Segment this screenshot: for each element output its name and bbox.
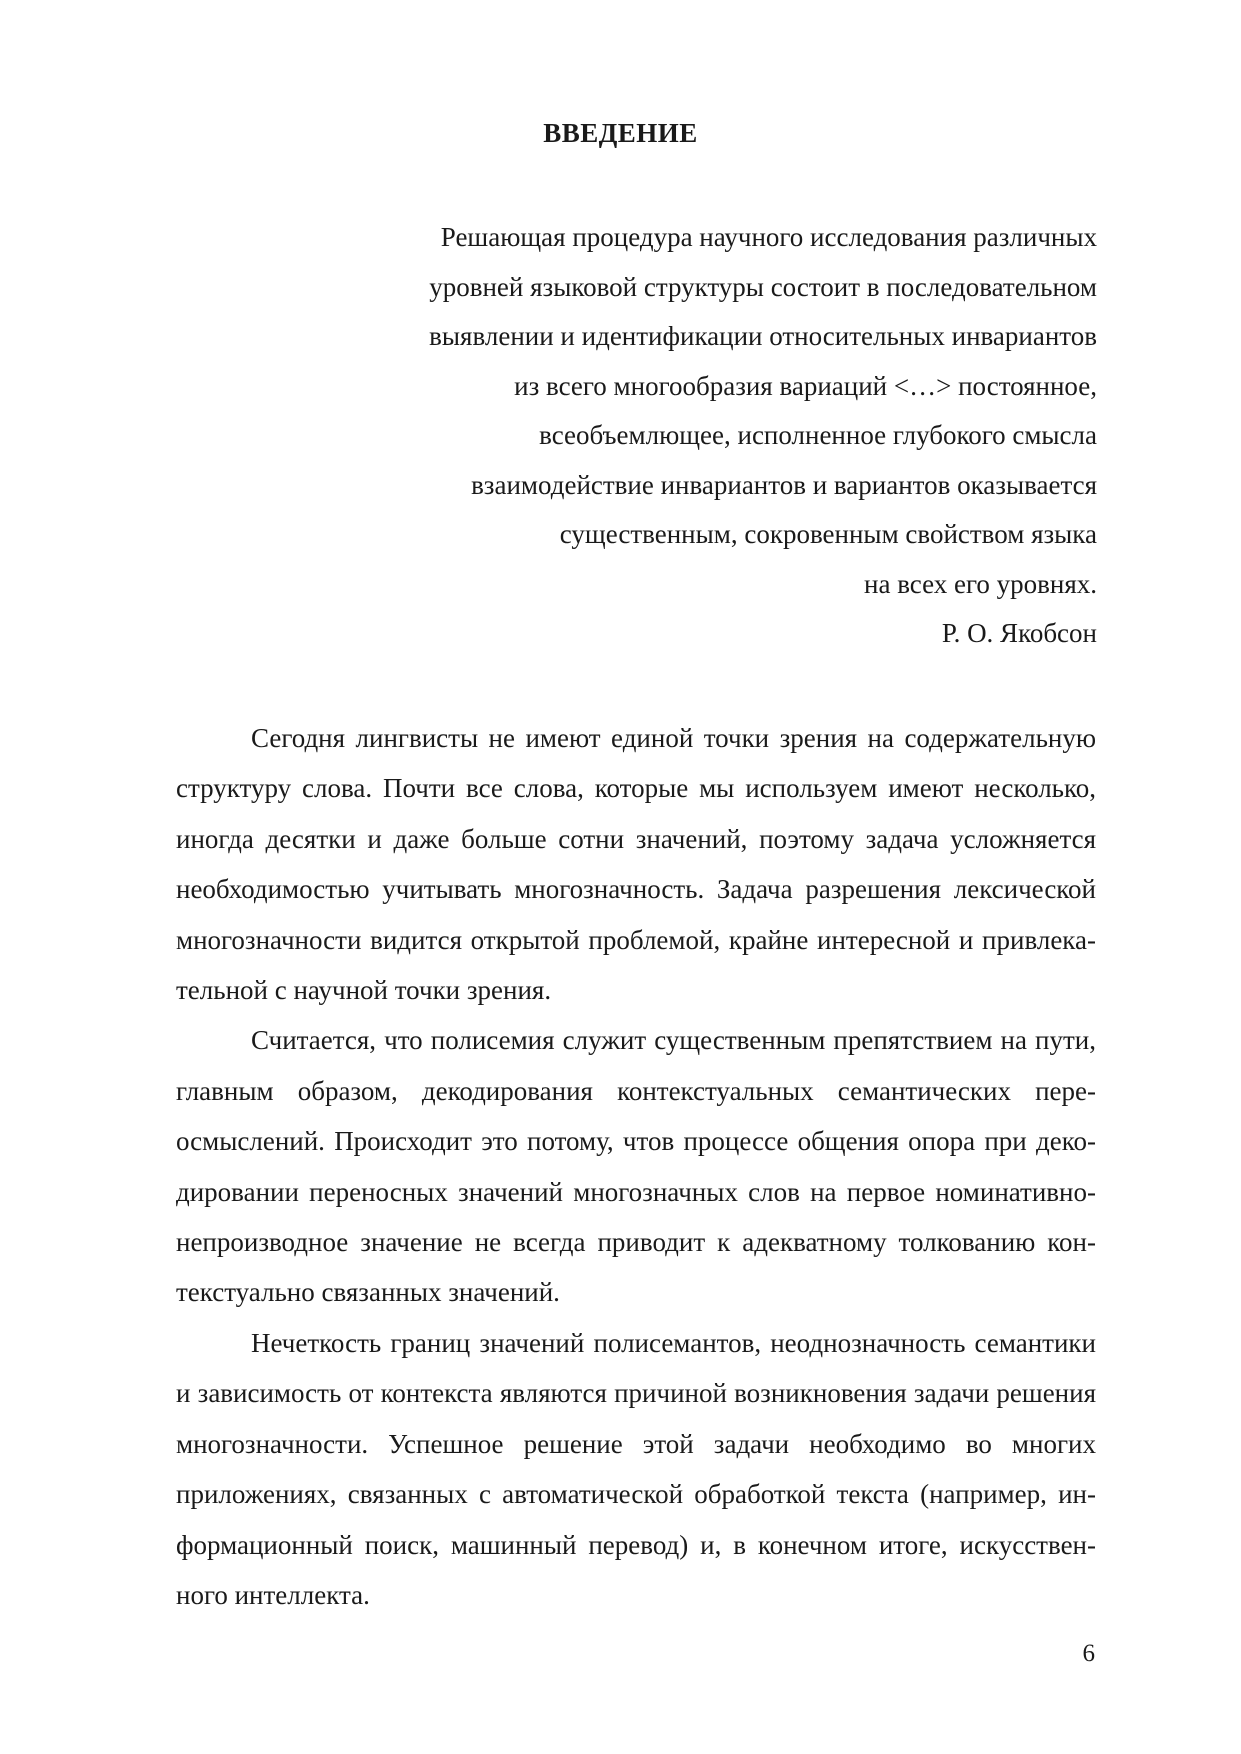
body-text bbox=[176, 713, 1096, 1620]
epigraph-line: на всех его уровнях. bbox=[864, 568, 1097, 599]
epigraph-line: выявлении и идентификации относительных инвариантов bbox=[429, 321, 1097, 351]
epigraph-line: уровней языковой структуры состоит в последовательном bbox=[429, 271, 1097, 302]
epigraph-line: существенным, сокровенным свойством языка bbox=[559, 519, 1097, 549]
page-number: 6 bbox=[1082, 1640, 1095, 1667]
epigraph bbox=[337, 213, 1097, 659]
epigraph-line: из всего многообразия вариаций <…> постоянное, bbox=[514, 370, 1097, 401]
epigraph-line: взаимодействие инвариантов и вариантов оказывается bbox=[471, 469, 1097, 500]
page-title: ВВЕДЕНИЕ bbox=[543, 118, 698, 148]
epigraph-line: всеобъемлющее, исполненное глубокого смысла bbox=[539, 420, 1097, 450]
paragraph: Считается, что полисемия служит существенным препятствием на пути, главным образом, декодирования контекстуальных семантических переосмыслений. Происходит это потому, чтов процессе общения опора при декодировании переносных значений многозначных слов на первое номинативно-непроизводное значение не всегда приводит к адекватному толкованию контекстуально связанных значений. bbox=[176, 1025, 1096, 1308]
epigraph-author: Р. О. Якобсон bbox=[941, 618, 1097, 648]
paragraph: Нечеткость границ значений полисемантов, неоднозначность семантики и зависимость от контекста являются причиной возникновения задачи решения многозначности. Успешное решение этой задачи необходимо во многих приложениях, связанных с автоматической обработкой текста (например, информационный поиск, машинный перевод) и, в конечном итоге, искусственного интеллекта. bbox=[176, 1327, 1096, 1610]
epigraph-line: Решающая процедура научного исследования различных bbox=[440, 222, 1097, 252]
paragraph: Сегодня лингвисты не имеют единой точки зрения на содержательную структуру слова. Почти все слова, которые мы используем имеют несколько, иногда десятки и даже больше сотни значений, поэтому задача усложняется необходимостью учитывать многозначность. Задача разрешения лексической многозначности видится открытой проблемой, крайне интересной и привлекательной с научной точки зрения. bbox=[176, 723, 1096, 1006]
